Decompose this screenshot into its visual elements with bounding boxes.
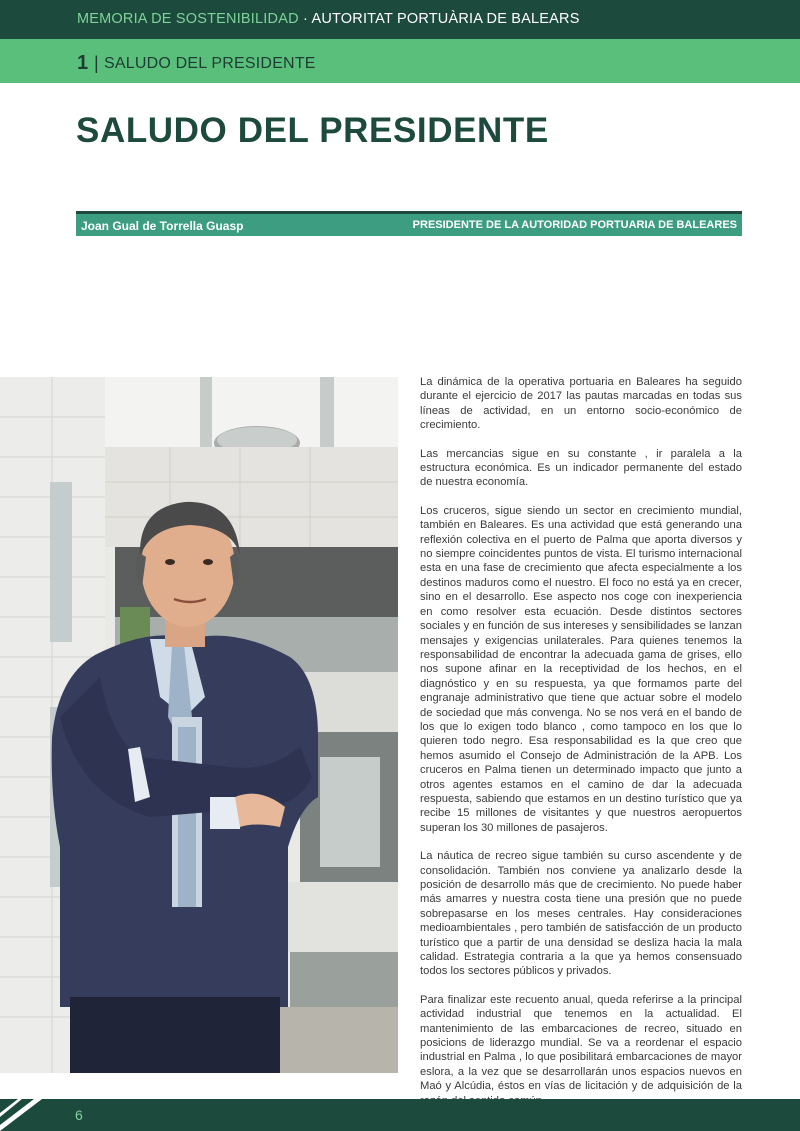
footer-bar bbox=[0, 1099, 800, 1131]
letter-paragraph: La náutica de recreo sigue también su curso ascendente y de consolidación. También nos conviene ya analizarlo desde la posición de desarrollo más que de crecimiento. No puede haber más amarres y nuestra costa tiene una presión que no puede sobrepasarse en los meses centrales. Hay consideraciones medioambientales , pero también de satisfacción de un producto turístico que a partir de una densidad se desliza hacia la mala calidad. Estrategia contraria a la que ya hemos consensuado todos los sectores públicos y privados. bbox=[420, 850, 742, 978]
author-bar bbox=[76, 211, 742, 236]
section-divider: | bbox=[94, 53, 99, 73]
top-header-bar bbox=[0, 0, 800, 39]
letter-paragraph: La dinámica de la operativa portuaria en Baleares ha seguido durante el ejercicio de 2017 las pautas marcadas en todas sus líneas de actividad, en un entorno socio-económico de crecimiento. bbox=[420, 376, 742, 432]
section-title: SALUDO DEL PRESIDENTE bbox=[104, 55, 316, 72]
page-number: 6 bbox=[75, 1107, 83, 1123]
page-title: SALUDO DEL PRESIDENTE bbox=[76, 111, 549, 150]
president-portrait-illustration bbox=[0, 377, 398, 1073]
letter-paragraph: Los cruceros, sigue siendo un sector en crecimiento mundial, también en Baleares. Es una actividad que está generando una reflexión colectiva en el puerto de Palma que aporta diversos y no siempre coincidentes puntos de vista. El turismo internacional esta en una fase de crecimiento que afecta especialmente a los destinos maduros como el nuestro. El foco no está ya en crecer, sino en el desarrollo. Ese aspecto nos coge con inexperiencia en como resolver esta ecuación. Desde distintos sectores sociales y en función de sus intereses y sensibilidades se lanzan mensajes y exigencias unilaterales. Para quienes tenemos la responsabilidad de encontrar la adecuada gama de grises, ello nos supone afinar en la receptividad de los hechos, en el diagnóstico y en su respuesta, ya que formamos parte del engranaje administrativo que tiene que actuar sobre el modelo de sociedad que más convenga. No se nos verá en el bando de los que lo exigen todo blanco , como tampoco en los que lo quieren todo negro. Esa responsabilidad es la que creo que hemos asumido el Consejo de Administración de la APB. Los cruceros en Palma tienen un determinado impacto que junto a otros agentes estamos en el camino de dar la adecuada respuesta, sabiendo que estamos en un destino turístico que ya recibe 15 millones de visitantes y que nuestros aeropuertos superan los 30 millones de pasajeros. bbox=[420, 504, 742, 834]
report-title: MEMORIA DE SOSTENIBILIDAD bbox=[77, 11, 299, 27]
author-role: PRESIDENTE DE LA AUTORIDAD PORTUARIA DE BALEARES bbox=[412, 219, 737, 231]
letter-paragraph: Las mercancias sigue en su constante , ir paralela a la estructura económica. Es un indicador permanente del estado de nuestra economía. bbox=[420, 447, 742, 489]
letter-body bbox=[420, 375, 742, 1122]
letter-paragraph: Para finalizar este recuento anual, queda referirse a la principal actividad industrial que tenemos en la actualidad. El mantenimiento de las embarcaciones de recreo, situado en posicions de liderazgo mundial. Se va a reordenar el espacio industrial en Palma , lo que posibilitará embarcaciones de mayor eslora, a la vez que se desarrollarán unos espacios nuevos en Maó y Alcúdia, éstos en vías de licitación y de adquisición de la bbox=[420, 993, 742, 1093]
footer-stripe-decoration bbox=[0, 1099, 60, 1131]
header-text bbox=[77, 11, 580, 27]
section-bar bbox=[0, 39, 800, 83]
author-name: Joan Gual de Torrella Guasp bbox=[81, 219, 244, 233]
organization-name: AUTORITAT PORTUÀRIA DE BALEARS bbox=[311, 11, 580, 27]
section-number: 1 bbox=[77, 52, 89, 74]
header-separator: · bbox=[302, 11, 309, 27]
president-photo bbox=[0, 377, 398, 1073]
